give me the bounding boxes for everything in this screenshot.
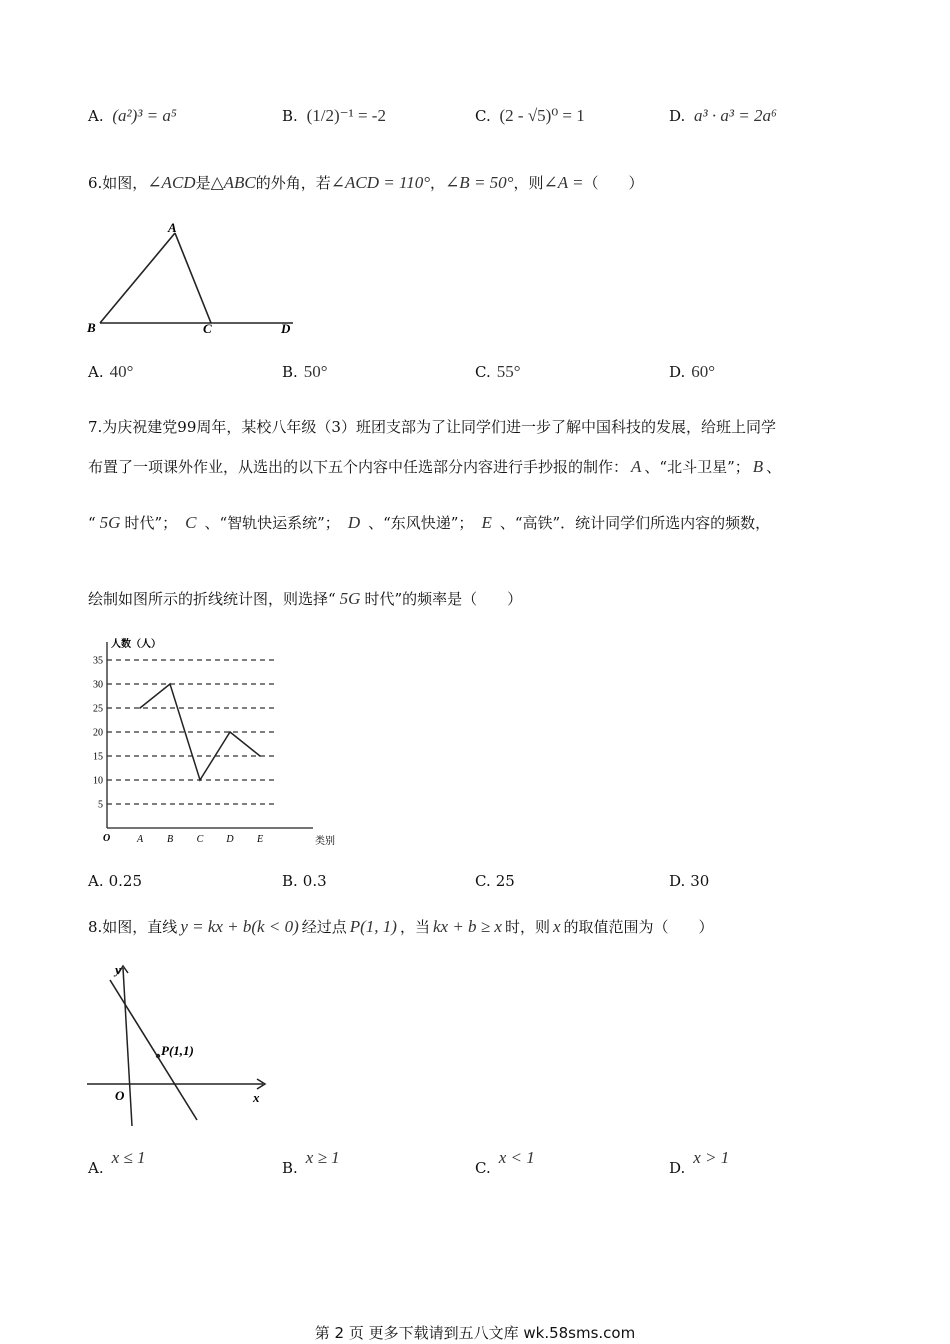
fig-label-p: P(1,1) [161, 1043, 194, 1058]
q5-option-c-expr: (2 - √5)⁰ = 1 [499, 106, 585, 125]
y-tick-label: 35 [93, 655, 103, 667]
data-point [139, 707, 141, 709]
fig-label-o: O [115, 1088, 125, 1103]
y-tick-label: 30 [93, 679, 103, 691]
q7-option-b: B. 0.3 [282, 872, 327, 890]
fig-label-y: y [115, 962, 121, 977]
x-axis-label: 类别 [315, 836, 335, 847]
page-footer: 第 2 页 更多下载请到五八文库 wk.58sms.com [314, 1324, 636, 1342]
q5-option-c: C. (2 - √5)⁰ = 1 [475, 106, 585, 125]
fig-label-d: D [281, 321, 291, 336]
q6-option-d: D. 60° [669, 362, 716, 381]
x-tick-label: A [136, 834, 144, 845]
q6-option-b: B. 50° [282, 362, 328, 381]
q6-option-a: A. 40° [88, 362, 134, 381]
q5-option-a-expr: (a²)³ = a⁵ [112, 106, 177, 125]
q6-option-c: C. 55° [475, 362, 521, 381]
q5-option-d: D. a³ · a³ = 2a⁶ [669, 106, 777, 125]
q8-option-c: C.x < 1 [475, 1148, 535, 1177]
q7-option-d: D. 30 [669, 872, 710, 890]
q8-option-d: D.x > 1 [669, 1148, 730, 1177]
q6-triangle-figure [85, 220, 305, 340]
q7-line4: 绘制如图所示的折线统计图，则选择“ 5G 时代”的频率是（ ） [88, 589, 523, 608]
data-point [199, 779, 201, 781]
q7-line3: “ 5G 时代”； C 、“智轨快运系统”； D 、“东风快递”； E 、“高铁”．统计同学们所选内容的频数， [88, 513, 771, 532]
data-point [169, 683, 171, 685]
x-tick-label: E [256, 834, 264, 845]
x-tick-label: C [196, 834, 204, 845]
q7-option-a: A. 0.25 [88, 872, 143, 890]
q7-line-chart [85, 632, 345, 850]
data-point [229, 731, 231, 733]
fig-label-b: B [87, 320, 96, 335]
fig-label-x: x [253, 1090, 260, 1105]
y-tick-label: 20 [93, 727, 103, 739]
q5-option-b: B. (1/2)⁻¹ = -2 [282, 106, 386, 125]
q5-option-a: A. (a²)³ = a⁵ [88, 106, 177, 125]
q7-line2: 布置了一项课外作业，从选出的以下五个内容中任选部分内容进行手抄报的制作： A 、“北斗卫星”； B 、 [88, 457, 782, 476]
q8-option-a: A.x ≤ 1 [88, 1148, 146, 1177]
y-tick-label: 10 [93, 775, 103, 787]
fig-label-c: C [203, 321, 212, 336]
data-point [259, 755, 261, 757]
q6-stem: 6.如图，∠ACD是△ABC的外角，若∠ACD = 110°，∠B = 50°，则∠A =（ ） [88, 173, 644, 192]
origin-label: O [103, 833, 111, 844]
y-tick-label: 25 [93, 703, 103, 715]
q8-stem: 8.如图，直线 y = kx + b(k < 0) 经过点 P(1, 1) ，当 kx + b ≥ x 时，则 x 的取值范围为（ ） [88, 917, 714, 936]
q5-option-b-expr: (1/2)⁻¹ = -2 [306, 106, 386, 125]
q7-option-c: C. 25 [475, 872, 515, 890]
y-tick-label: 5 [98, 799, 103, 811]
x-tick-label: D [226, 834, 234, 845]
y-axis-label: 人数（人） [111, 639, 161, 650]
y-tick-label: 15 [93, 751, 103, 763]
fig-label-a: A [168, 220, 177, 235]
q8-graph-figure [85, 958, 285, 1130]
q7-line1: 7.为庆祝建党99周年，某校八年级（3）班团支部为了让同学们进一步了解中国科技的发展，给班上同学 [88, 418, 776, 436]
x-tick-label: B [166, 834, 174, 845]
q8-option-b: B.x ≥ 1 [282, 1148, 340, 1177]
q5-option-d-expr: a³ · a³ = 2a⁶ [694, 106, 777, 125]
